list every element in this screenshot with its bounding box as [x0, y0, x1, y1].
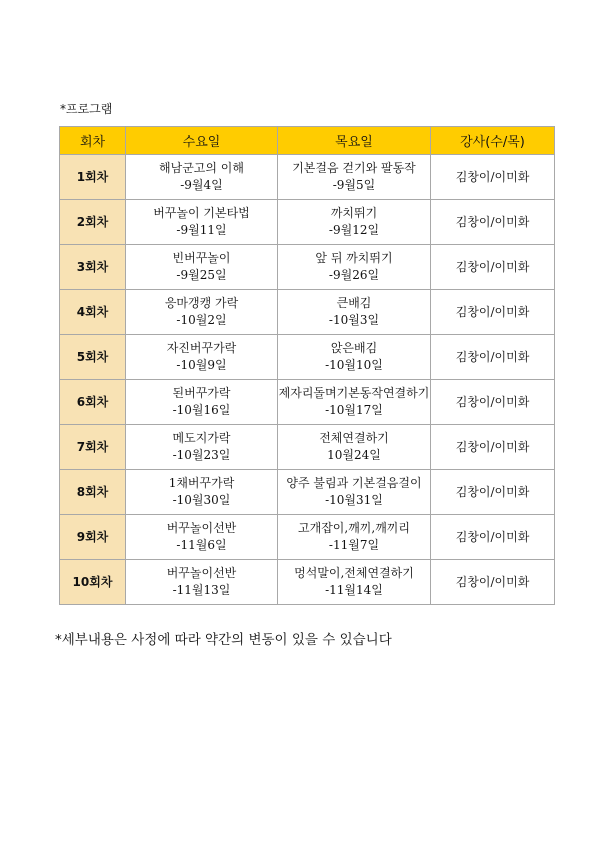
thursday-date: -9월26일: [328, 268, 380, 282]
round-cell: 8회차: [60, 470, 126, 515]
round-cell: 1회차: [60, 155, 126, 200]
header-instructor: 강사(수/목): [431, 127, 555, 155]
thursday-cell: [278, 470, 431, 515]
instructor-cell: 김창이/이미화: [431, 560, 555, 605]
round-cell: 2회차: [60, 200, 126, 245]
wednesday-title: 버꾸놀이선반: [166, 521, 237, 535]
round-cell: 4회차: [60, 290, 126, 335]
thursday-title: 큰배김: [336, 296, 372, 310]
wednesday-title: 해남군고의 이해: [159, 161, 244, 175]
wednesday-cell: [126, 515, 278, 560]
header-thursday: 목요일: [278, 127, 431, 155]
header-wednesday: 수요일: [126, 127, 278, 155]
wednesday-date: -9월25일: [176, 268, 227, 282]
table-row: [60, 380, 555, 425]
wednesday-date: -11월6일: [176, 538, 227, 552]
section-title: *프로그램: [60, 102, 113, 116]
instructor-cell: 김창이/이미화: [431, 470, 555, 515]
wednesday-cell: [126, 200, 278, 245]
wednesday-title: 버꾸놀이 기본타법: [153, 206, 250, 220]
wednesday-title: 1채버꾸가락: [168, 476, 235, 490]
thursday-title: 앞 뒤 까치뛰기: [315, 251, 393, 265]
thursday-title: 제자리돌며기본동작연결하기: [278, 386, 430, 400]
wednesday-cell: [126, 155, 278, 200]
footnote: *세부내용은 사정에 따라 약간의 변동이 있을 수 있습니다: [55, 632, 392, 648]
table-row: [60, 245, 555, 290]
instructor-cell: 김창이/이미화: [431, 335, 555, 380]
wednesday-cell: [126, 425, 278, 470]
wednesday-title: 메도지가락: [172, 431, 231, 445]
instructor-cell: 김창이/이미화: [431, 245, 555, 290]
thursday-cell: [278, 335, 431, 380]
instructor-cell: 김창이/이미화: [431, 155, 555, 200]
table-row: [60, 560, 555, 605]
wednesday-title: 버꾸놀이선반: [166, 566, 237, 580]
instructor-cell: 김창이/이미화: [431, 515, 555, 560]
round-cell: 9회차: [60, 515, 126, 560]
wednesday-title: 자진버꾸가락: [166, 341, 237, 355]
thursday-date: -10월31일: [325, 493, 383, 507]
wednesday-date: -10월2일: [176, 313, 227, 327]
table-row: [60, 290, 555, 335]
table-row: [60, 425, 555, 470]
wednesday-cell: [126, 560, 278, 605]
wednesday-date: -10월30일: [172, 493, 231, 507]
wednesday-title: 빈버꾸놀이: [172, 251, 231, 265]
table-header-row: [60, 127, 555, 155]
instructor-cell: 김창이/이미화: [431, 425, 555, 470]
thursday-title: 양주 불림과 기본걸음걸이: [286, 476, 422, 490]
wednesday-date: -9월4일: [180, 178, 223, 192]
wednesday-title: 응마갱캥 가락: [164, 296, 239, 310]
wednesday-date: -9월11일: [176, 223, 227, 237]
thursday-title: 앉은배김: [330, 341, 378, 355]
round-cell: 3회차: [60, 245, 126, 290]
wednesday-cell: [126, 245, 278, 290]
instructor-cell: 김창이/이미화: [431, 290, 555, 335]
wednesday-cell: [126, 335, 278, 380]
instructor-cell: 김창이/이미화: [431, 200, 555, 245]
wednesday-date: -11월13일: [172, 583, 231, 597]
thursday-date: 10월24일: [327, 448, 381, 462]
thursday-date: -9월12일: [328, 223, 380, 237]
thursday-title: 전체연결하기: [319, 431, 389, 445]
instructor-cell: 김창이/이미화: [431, 380, 555, 425]
wednesday-title: 된버꾸가락: [172, 386, 231, 400]
table-row: [60, 470, 555, 515]
thursday-cell: [278, 290, 431, 335]
wednesday-date: -10월9일: [176, 358, 227, 372]
thursday-cell: [278, 155, 431, 200]
table-row: [60, 200, 555, 245]
round-cell: 6회차: [60, 380, 126, 425]
header-round: 회차: [60, 127, 126, 155]
thursday-cell: [278, 560, 431, 605]
wednesday-cell: [126, 470, 278, 515]
thursday-cell: [278, 200, 431, 245]
thursday-date: -10월3일: [328, 313, 380, 327]
wednesday-cell: [126, 290, 278, 335]
round-cell: 10회차: [60, 560, 126, 605]
round-cell: 5회차: [60, 335, 126, 380]
wednesday-date: -10월23일: [172, 448, 231, 462]
round-cell: 7회차: [60, 425, 126, 470]
wednesday-cell: [126, 380, 278, 425]
thursday-title: 기본걸음 걷기와 팔동작: [292, 161, 416, 175]
thursday-date: -11월7일: [328, 538, 380, 552]
thursday-date: -11월14일: [325, 583, 383, 597]
table-row: [60, 515, 555, 560]
thursday-date: -9월5일: [332, 178, 376, 192]
thursday-date: -10월17일: [325, 403, 383, 417]
thursday-cell: [278, 515, 431, 560]
table-row: [60, 335, 555, 380]
thursday-cell: [278, 425, 431, 470]
thursday-title: 고개잡이,깨끼,깨끼리: [298, 521, 410, 535]
thursday-title: 까치뛰기: [330, 206, 378, 220]
table-row: [60, 155, 555, 200]
thursday-date: -10월10일: [325, 358, 383, 372]
program-table: [59, 126, 555, 605]
thursday-title: 멍석말이,전체연결하기: [294, 566, 414, 580]
thursday-cell: [278, 245, 431, 290]
wednesday-date: -10월16일: [172, 403, 231, 417]
thursday-cell: [278, 380, 431, 425]
